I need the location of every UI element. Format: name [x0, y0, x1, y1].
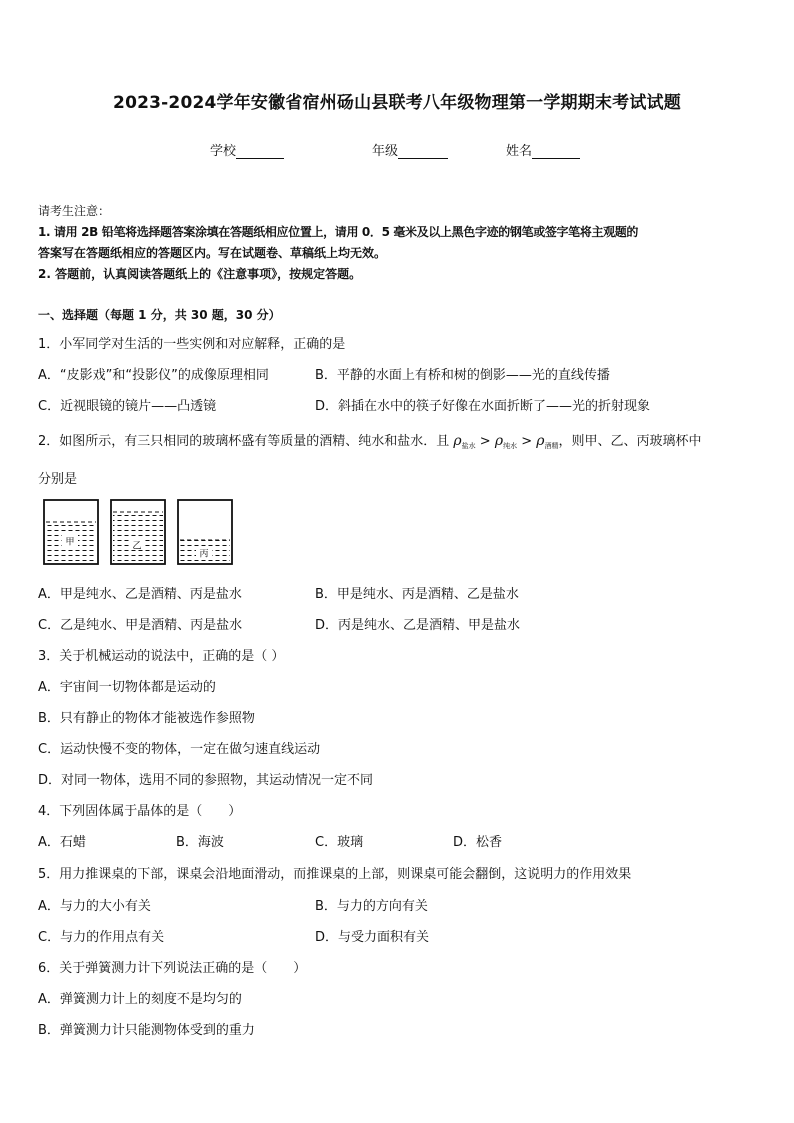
three-cups-figure	[40, 498, 240, 570]
notice-item1-line2: 答案写在答题纸相应的答题区内。写在试题卷、草稿纸上均无效。	[38, 246, 387, 260]
notice-heading: 请考生注意：	[38, 204, 111, 218]
q3-option-d: D．对同一物体，选用不同的参照物，其运动情况一定不同	[38, 773, 374, 788]
q1-stem: 1．小军同学对生活的一些实例和对应解释，正确的是	[38, 337, 346, 352]
rho-saltwater-symbol: ρ	[453, 433, 462, 449]
q4-stem: 4．下列固体属于晶体的是（ ）	[38, 804, 242, 819]
q4-option-c: C．玻璃	[315, 835, 364, 850]
school-label: 学校	[210, 144, 237, 159]
rho-purewater-sub: 纯水	[503, 442, 518, 450]
rho-saltwater-sub: 盐水	[461, 442, 476, 450]
q3-option-c: C．运动快慢不变的物体，一定在做匀速直线运动	[38, 742, 321, 757]
q5-stem: 5．用力推课桌的下部，课桌会沿地面滑动，而推课桌的上部，则课桌可能会翻倒，这说明力的作用效果	[38, 867, 632, 882]
grade-blank	[398, 145, 448, 159]
q3-option-a: A．宇宙间一切物体都是运动的	[38, 680, 216, 695]
q1-option-b: B．平静的水面上有桥和树的倒影——光的直线传播	[315, 368, 610, 383]
q6-stem: 6．关于弹簧测力计下列说法正确的是（ ）	[38, 961, 307, 976]
q3-stem: 3．关于机械运动的说法中，正确的是（ ）	[38, 649, 285, 664]
q2-option-b: B．甲是纯水、丙是酒精、乙是盐水	[315, 587, 519, 602]
gt-symbol-1: >	[479, 434, 491, 449]
gt-symbol-2: >	[521, 434, 533, 449]
q4-option-d: D．松香	[453, 835, 503, 850]
name-field	[506, 140, 580, 159]
q6-option-a: A．弹簧测力计上的刻度不是均匀的	[38, 992, 242, 1007]
q2-option-c: C．乙是纯水、甲是酒精、丙是盐水	[38, 618, 243, 633]
grade-field	[372, 140, 448, 159]
section1-heading: 一、选择题（每题 1 分，共 30 题，30 分）	[38, 308, 281, 322]
q2-option-a: A．甲是纯水、乙是酒精、丙是盐水	[38, 587, 242, 602]
rho-alcohol-sub: 酒精	[544, 442, 559, 450]
notice-item1-line1: 1. 请用 2B 铅笔将选择题答案涂填在答题纸相应位置上，请用 0．5 毫米及以上黑色字迹的钢笔或签字笔将主观题的	[38, 225, 639, 239]
q1-option-c: C．近视眼镜的镜片——凸透镜	[38, 399, 217, 414]
cup-yi	[111, 500, 165, 564]
q2-stem	[38, 430, 702, 451]
notice-item2: 2. 答题前，认真阅读答题纸上的《注意事项》，按规定答题。	[38, 267, 362, 281]
grade-label: 年级	[372, 144, 399, 159]
q2-stem-before: 2．如图所示，有三只相同的玻璃杯盛有等质量的酒精、纯水和盐水．且	[38, 434, 450, 449]
q2-stem-after: ，则甲、乙、丙玻璃杯中	[558, 434, 702, 449]
cup-yi-label: 乙	[132, 541, 142, 552]
name-label: 姓名	[506, 144, 533, 159]
cup-bing	[178, 500, 232, 564]
q6-option-b: B．弹簧测力计只能测物体受到的重力	[38, 1023, 255, 1038]
q1-option-d: D．斜插在水中的筷子好像在水面折断了——光的折射现象	[315, 399, 651, 414]
q4-option-b: B．海波	[176, 835, 224, 850]
q2-stem-line2: 分别是	[38, 472, 78, 487]
q5-option-c: C．与力的作用点有关	[38, 930, 165, 945]
cup-jia	[44, 500, 98, 564]
q2-option-d: D．丙是纯水、乙是酒精、甲是盐水	[315, 618, 521, 633]
q5-option-b: B．与力的方向有关	[315, 899, 428, 914]
q3-option-b: B．只有静止的物体才能被选作参照物	[38, 711, 255, 726]
q4-option-a: A．石蜡	[38, 835, 86, 850]
q1-option-a: A．“皮影戏”和“投影仪”的成像原理相同	[38, 368, 269, 383]
rho-purewater-symbol: ρ	[494, 433, 504, 449]
school-blank	[236, 145, 284, 159]
page-title: 2023-2024学年安徽省宿州砀山县联考八年级物理第一学期期末考试试题	[113, 93, 681, 113]
q5-option-d: D．与受力面积有关	[315, 930, 430, 945]
cup-bing-label: 丙	[199, 549, 209, 560]
school-field	[210, 140, 284, 159]
q5-option-a: A．与力的大小有关	[38, 899, 151, 914]
name-blank	[532, 145, 580, 159]
cup-jia-label: 甲	[65, 537, 75, 548]
rho-alcohol-symbol: ρ	[536, 433, 545, 449]
